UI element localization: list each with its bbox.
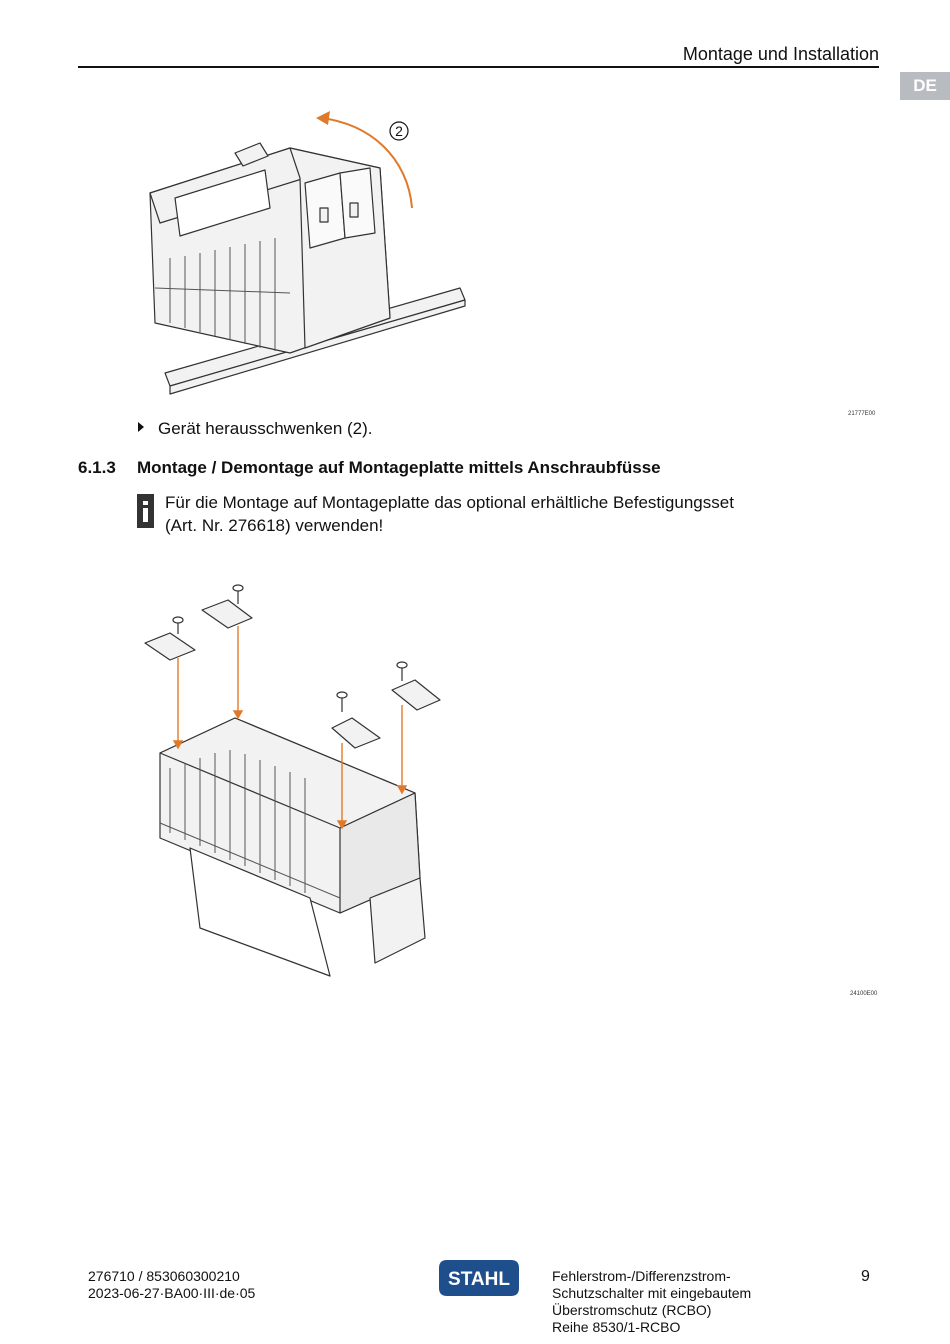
figure-code-2: 24100E00 — [850, 991, 878, 997]
footer-product-info — [552, 1268, 751, 1336]
info-note-line-1: Für die Montage auf Montageplatte das optional erhältliche Befestigungsset — [165, 493, 734, 512]
header-rule — [78, 66, 879, 68]
footer-document-info — [88, 1268, 255, 1302]
footer-doc-line-2: 2023-06-27·BA00·III·de·05 — [88, 1285, 256, 1301]
logo-text: STAHL — [448, 1269, 510, 1290]
section-title: Montage / Demontage auf Montageplatte mittels Anschraubfüsse — [137, 458, 661, 477]
footer-product-line-1: Fehlerstrom-/Differenzstrom- — [552, 1268, 731, 1284]
footer-product-line-3: Überstromschutz (RCBO) — [552, 1302, 712, 1318]
figure-code-1: 21777E00 — [848, 411, 876, 417]
footer-doc-line-1: 276710 / 853060300210 — [88, 1268, 240, 1284]
section-number: 6.1.3 — [78, 458, 116, 477]
page-number: 9 — [861, 1268, 870, 1285]
language-tab: DE — [900, 72, 950, 100]
step-text: Gerät herausschwenken (2). — [158, 419, 373, 438]
step-instruction — [138, 419, 373, 439]
footer-product-line-4: Reihe 8530/1-RCBO — [552, 1319, 681, 1335]
info-note-line-2: (Art. Nr. 276618) verwenden! — [165, 516, 384, 535]
info-note — [165, 491, 805, 537]
figure-mounting-feet — [140, 578, 460, 988]
figure-swing-out-device — [140, 108, 470, 408]
footer-product-line-2: Schutzschalter mit eingebautem — [552, 1285, 752, 1301]
page-header-title: Montage und Installation — [682, 44, 879, 64]
info-icon — [137, 494, 154, 528]
stahl-logo — [439, 1258, 519, 1298]
step-callout-2: 2 — [395, 123, 403, 139]
step-arrow-icon — [138, 422, 144, 432]
